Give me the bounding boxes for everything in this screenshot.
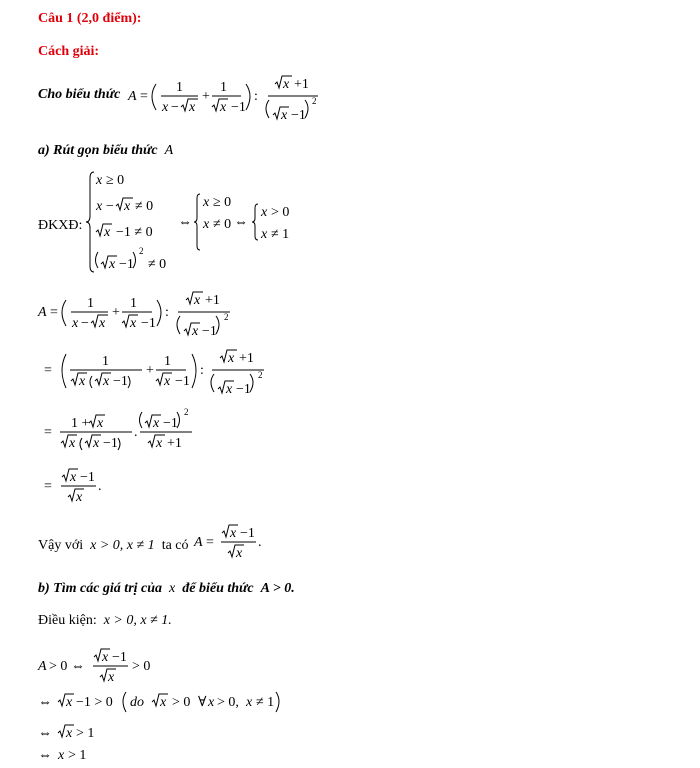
svg-text::: : — [200, 363, 204, 378]
svg-text:x: x — [189, 100, 196, 115]
svg-text:−: − — [81, 316, 89, 331]
svg-text:1: 1 — [176, 80, 183, 95]
svg-text:⇔: ⇔ — [234, 215, 248, 230]
svg-text:1: 1 — [130, 296, 137, 311]
dkxd-label: ĐKXĐ: — [38, 218, 83, 233]
svg-text:x: x — [162, 100, 169, 115]
svg-text:x: x — [228, 351, 235, 366]
svg-text:−1: −1 — [103, 436, 118, 451]
svg-text:≠ 0: ≠ 0 — [148, 257, 167, 272]
svg-text:x: x — [283, 77, 290, 92]
svg-text:x: x — [70, 470, 77, 485]
svg-text:x: x — [96, 199, 103, 214]
svg-text:x: x — [246, 695, 253, 710]
svg-text:−1: −1 — [202, 324, 217, 339]
svg-text:+1: +1 — [294, 77, 309, 92]
svg-text:> 1: > 1 — [76, 726, 95, 741]
svg-text:x: x — [97, 416, 104, 431]
positivity-step-3 — [38, 722, 118, 744]
svg-text:x: x — [203, 217, 210, 232]
svg-text:1: 1 — [102, 354, 109, 369]
svg-text:x: x — [153, 416, 160, 431]
svg-text:2: 2 — [139, 246, 144, 256]
svg-text:x: x — [160, 695, 167, 710]
svg-text:x: x — [66, 695, 73, 710]
svg-text:=: = — [50, 305, 58, 320]
svg-text:1: 1 — [87, 296, 94, 311]
svg-text:−1: −1 — [236, 382, 251, 397]
svg-text:x: x — [156, 436, 163, 451]
svg-text:⇔: ⇔ — [38, 695, 52, 710]
svg-text:A: A — [38, 305, 47, 320]
svg-text:+1: +1 — [167, 436, 182, 451]
svg-text:⇔: ⇔ — [178, 215, 192, 230]
svg-text:> 0 ⇔: > 0 ⇔ — [49, 659, 85, 674]
svg-text::: : — [254, 89, 258, 104]
svg-text:x: x — [208, 695, 215, 710]
condition-line: Điều kiện: x > 0, x ≠ 1. — [38, 613, 172, 628]
svg-text:−1: −1 — [113, 374, 128, 389]
given-expression — [128, 70, 338, 122]
svg-text:⇔: ⇔ — [38, 748, 52, 763]
svg-text:A: A — [128, 89, 137, 104]
svg-text:x: x — [103, 374, 110, 389]
svg-text:x: x — [192, 324, 199, 339]
svg-text:x: x — [102, 650, 109, 665]
svg-text:.: . — [258, 535, 262, 550]
svg-text:do: do — [130, 695, 144, 710]
svg-text:> 0,: > 0, — [217, 695, 239, 710]
svg-text:−: − — [106, 199, 114, 214]
svg-text:=: = — [140, 89, 148, 104]
svg-text:−1: −1 — [291, 108, 306, 123]
svg-text:x: x — [230, 526, 237, 541]
svg-text:+1: +1 — [239, 351, 254, 366]
svg-text:=: = — [44, 479, 52, 494]
svg-text:+: + — [112, 305, 120, 320]
svg-text:=: = — [44, 425, 52, 440]
svg-text:1 +: 1 + — [71, 416, 90, 431]
simplify-step-2 — [44, 348, 274, 404]
svg-text:x: x — [281, 108, 288, 123]
svg-text:x: x — [108, 670, 115, 685]
svg-text:x: x — [58, 748, 65, 763]
svg-text::: : — [165, 305, 169, 320]
svg-text:⇔: ⇔ — [38, 726, 52, 741]
positivity-step-1 — [38, 646, 178, 692]
svg-text:x: x — [79, 374, 86, 389]
svg-text:x: x — [69, 436, 76, 451]
svg-text:x: x — [66, 726, 73, 741]
conclusion-result — [194, 522, 274, 568]
svg-text:x: x — [164, 374, 171, 389]
svg-text:x: x — [104, 225, 111, 240]
svg-text:−1: −1 — [240, 526, 255, 541]
svg-text:.: . — [134, 425, 138, 440]
svg-text:≠ 0: ≠ 0 — [135, 199, 154, 214]
question-title: Câu 1 (2,0 điểm): — [38, 11, 142, 26]
svg-text:x: x — [96, 173, 103, 188]
conclusion-line: Vậy với x > 0, x ≠ 1 ta có — [38, 538, 189, 553]
svg-text:> 0: > 0 — [172, 695, 191, 710]
svg-text:> 1: > 1 — [68, 748, 87, 763]
svg-text:.: . — [98, 479, 102, 494]
svg-text:2: 2 — [224, 312, 229, 322]
positivity-step-4 — [38, 744, 118, 766]
svg-text:≠ 1: ≠ 1 — [256, 695, 275, 710]
svg-text:x: x — [194, 293, 201, 308]
svg-text:=: = — [206, 535, 214, 550]
svg-text:−1 ≠ 0: −1 ≠ 0 — [116, 225, 153, 240]
dkxd-conditions — [86, 168, 316, 276]
svg-text:x: x — [99, 316, 106, 331]
svg-text:x: x — [72, 316, 79, 331]
positivity-step-2 — [38, 690, 298, 716]
given-prefix: Cho biểu thức — [38, 87, 121, 102]
svg-text:−1: −1 — [112, 650, 127, 665]
svg-text:−: − — [171, 100, 179, 115]
svg-text:≥ 0: ≥ 0 — [106, 173, 125, 188]
svg-text:1: 1 — [164, 354, 171, 369]
svg-text:> 0: > 0 — [271, 205, 290, 220]
svg-text:x: x — [93, 436, 100, 451]
simplify-step-1 — [38, 294, 248, 346]
svg-text:1: 1 — [220, 80, 227, 95]
solution-label: Cách giải: — [38, 44, 100, 59]
svg-text:x: x — [220, 100, 227, 115]
svg-text:x: x — [109, 257, 116, 272]
svg-text:x: x — [261, 205, 268, 220]
simplify-step-4 — [44, 466, 134, 512]
svg-text:≥ 0: ≥ 0 — [213, 195, 232, 210]
svg-text:x: x — [76, 490, 83, 505]
svg-text:2: 2 — [258, 370, 263, 380]
svg-text:x: x — [226, 382, 233, 397]
svg-text:≠ 1: ≠ 1 — [271, 227, 290, 242]
svg-text:x: x — [261, 227, 268, 242]
svg-text:−1: −1 — [119, 257, 134, 272]
svg-text:−1: −1 — [80, 470, 95, 485]
svg-text:≠ 0: ≠ 0 — [213, 217, 232, 232]
svg-text:A: A — [38, 659, 47, 674]
svg-text:+: + — [202, 89, 210, 104]
svg-text:∀: ∀ — [198, 695, 207, 710]
svg-text:−1: −1 — [163, 416, 178, 431]
svg-text:−1: −1 — [175, 374, 190, 389]
svg-text:+: + — [146, 363, 154, 378]
svg-text:−1: −1 — [231, 100, 246, 115]
simplify-step-3 — [44, 407, 214, 460]
part-a-title: a) Rút gọn biểu thức A — [38, 143, 174, 158]
svg-text:=: = — [44, 363, 52, 378]
svg-text:+1: +1 — [205, 293, 220, 308]
svg-text:−1: −1 — [141, 316, 156, 331]
svg-text:x: x — [236, 546, 243, 561]
svg-text:x: x — [203, 195, 210, 210]
svg-text:2: 2 — [312, 96, 317, 106]
svg-text:x: x — [130, 316, 137, 331]
svg-text:> 0: > 0 — [132, 659, 151, 674]
svg-text:A: A — [194, 535, 203, 550]
svg-text:x: x — [124, 199, 131, 214]
part-b-title: b) Tìm các giá trị của x để biểu thức A > 0. — [38, 581, 295, 596]
svg-text:2: 2 — [184, 407, 189, 417]
svg-text:−1 > 0: −1 > 0 — [76, 695, 113, 710]
